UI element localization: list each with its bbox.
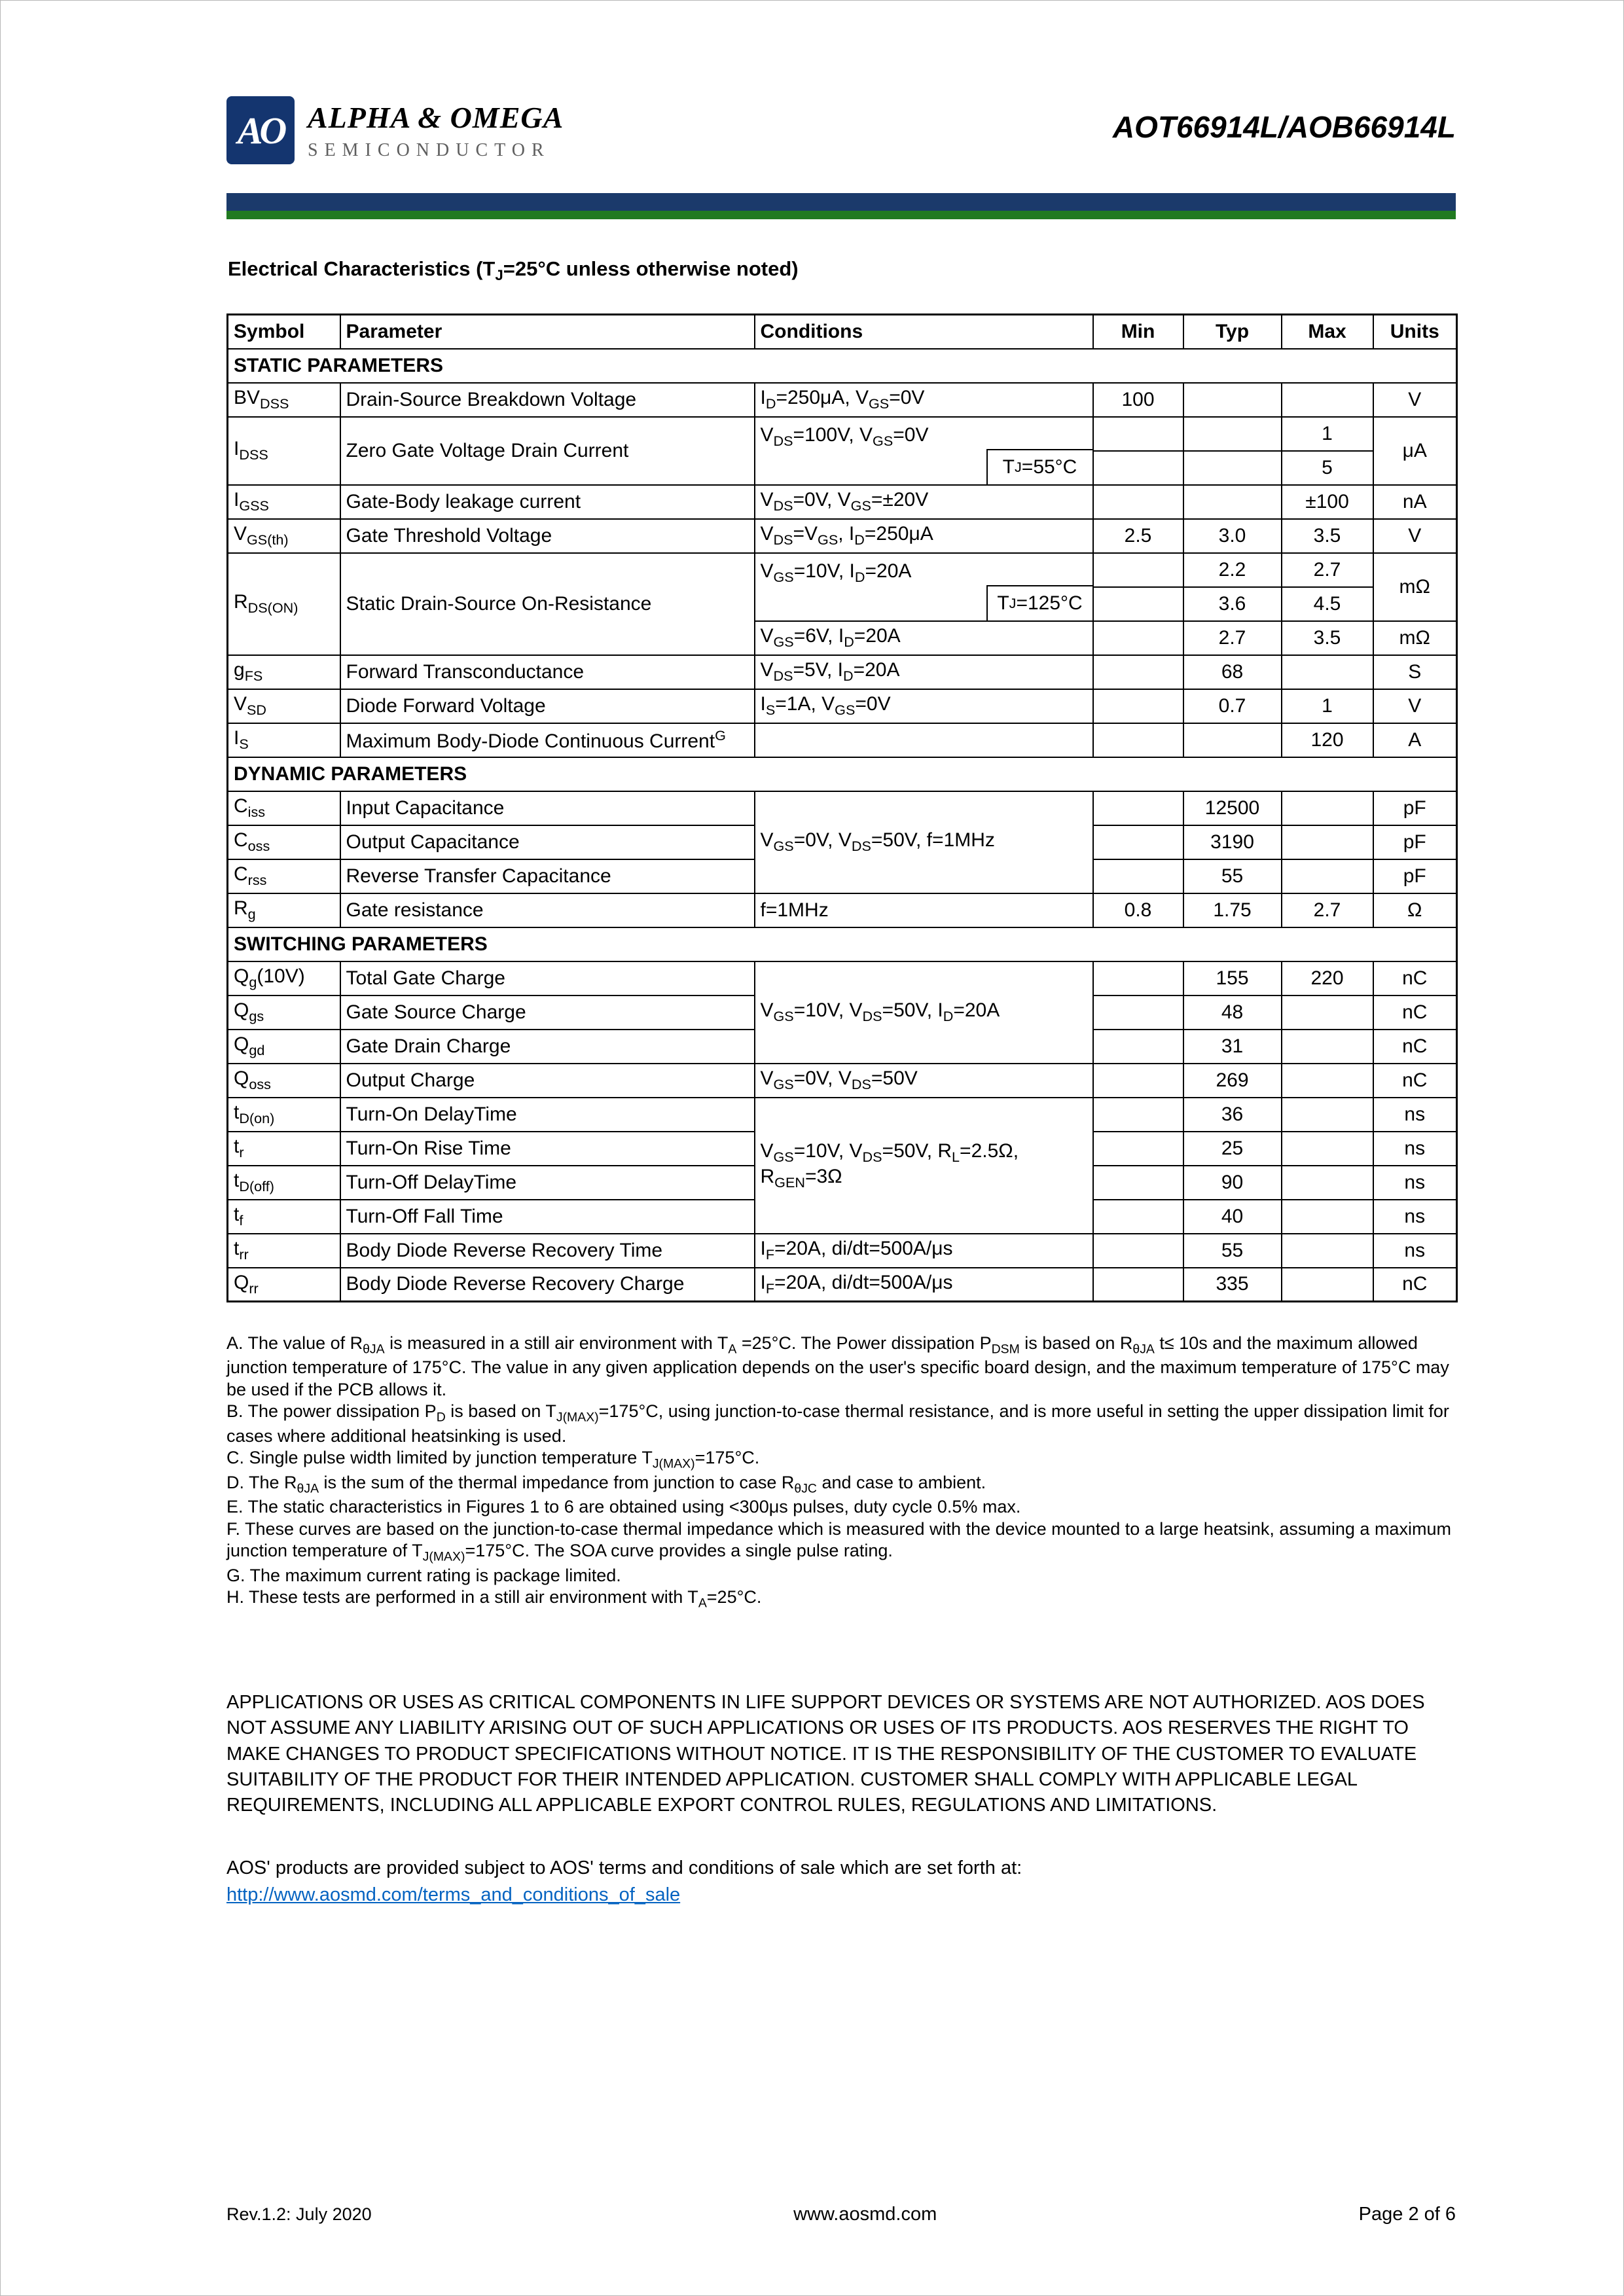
table-cell: Typ (1183, 315, 1282, 349)
table-cell: 3.0 (1183, 519, 1282, 553)
table-cell: Maximum Body-Diode Continuous Current$^G$ (340, 723, 755, 757)
table-cell (1093, 1098, 1183, 1132)
table-cell: $V_{DS}=V_{GS}$, $I_D=250\mu A$ (755, 519, 1093, 553)
table-cell (755, 417, 1093, 485)
tj-condition-box: T J =125°C (986, 585, 1092, 620)
company-name: ALPHA & OMEGA (308, 101, 564, 134)
table-cell: Diode Forward Voltage (340, 689, 755, 723)
table-cell (1282, 1234, 1373, 1268)
table-cell (1093, 791, 1183, 825)
table-cell: Gate Source Charge (340, 996, 755, 1030)
table-cell: $I_S$ (228, 723, 340, 757)
terms-section (226, 1855, 1456, 1908)
footnote: H. These tests are performed in a still air environment with $T_A=25^\circ C$. (226, 1587, 762, 1611)
part-number-title: AOT66914L/AOB66914L (1112, 110, 1456, 144)
table-cell: $C_{iss}$ (228, 791, 340, 825)
table-header-row (228, 315, 1457, 349)
footnote: C. Single pulse width limited by junction temperature $T_{J(MAX)}=175^\circ C$. (226, 1448, 760, 1471)
table-cell: 1 (1282, 417, 1373, 451)
table-cell: 220 (1282, 961, 1373, 996)
footnote: D. The $R_{\theta JA}$ is the sum of the thermal impedance from junction to case $R_{\theta JC}$ and case to ambient. (226, 1472, 986, 1496)
table-cell: Total Gate Charge (340, 961, 755, 996)
tj-condition-box: T J =55°C (986, 449, 1092, 484)
table-cell: $Q_{oss}$ (228, 1064, 340, 1098)
table-section-row (228, 757, 1457, 791)
table-cell: 0.7 (1183, 689, 1282, 723)
table-cell: nC (1373, 1268, 1457, 1302)
footnote: B. The power dissipation $P_D$ is based on $T_{J(MAX)}=175^\circ C$, using junction-to-case thermal resistance, and is more useful in setting the upper dissipation limit for cases where additional heatsinking is used. (226, 1401, 1449, 1446)
table-cell: A (1373, 723, 1457, 757)
table-cell: Turn-On DelayTime (340, 1098, 755, 1132)
table-cell (1282, 996, 1373, 1030)
lower-content (226, 1333, 1456, 1908)
table-cell: $I_F=20A$, di/dt=500A/μs (755, 1268, 1093, 1302)
table-cell: Turn-Off DelayTime (340, 1166, 755, 1200)
table-section-row (228, 349, 1457, 383)
table-cell: 90 (1183, 1166, 1282, 1200)
table-cell: $I_{GSS}$ (228, 485, 340, 519)
table-cell: Units (1373, 315, 1457, 349)
table-cell: $R_{DS(ON)}$ (228, 553, 340, 655)
table-row (228, 893, 1457, 927)
table-cell: $R_g$ (228, 893, 340, 927)
table-cell (1093, 587, 1183, 621)
table-cell (1093, 996, 1183, 1030)
table-cell (1183, 723, 1282, 757)
table-cell: nC (1373, 996, 1457, 1030)
table-cell: Input Capacitance (340, 791, 755, 825)
table-cell (1093, 1268, 1183, 1302)
table-row (228, 1064, 1457, 1098)
footnote: A. The value of $R_{\theta JA}$ is measured in a still air environment with $T_A =25^\circ C$. The Power dissipation $P_{DSM}$ is based on $R_{\theta JA}$ t≤ 10s and the maximum allowed junction temperature of 175°C. The value in any given application depends on the user's specific board design, and the maximum temperature of 175°C may be used if the PCB allows it. (226, 1333, 1449, 1399)
table-cell: $t_f$ (228, 1200, 340, 1234)
logo-text-block (308, 96, 564, 161)
table-cell (755, 723, 1093, 757)
table-cell (1093, 417, 1183, 451)
table-cell (1093, 825, 1183, 859)
table-cell: 1 (1282, 689, 1373, 723)
section-title: Electrical Characteristics ($T_J=25^\circ C$ unless otherwise noted) (228, 257, 799, 284)
table-cell: 3190 (1183, 825, 1282, 859)
footnote: E. The static characteristics in Figures 1 to 6 are obtained using <300μs pulses, duty cycle 0.5% max. (226, 1497, 1021, 1517)
table-cell (1093, 1030, 1183, 1064)
table-cell: 3.5 (1282, 519, 1373, 553)
table-cell (1093, 553, 1183, 587)
table-row (228, 553, 1457, 587)
table-cell: 31 (1183, 1030, 1282, 1064)
table-cell: nC (1373, 1030, 1457, 1064)
table-cell: 100 (1093, 383, 1183, 417)
table-cell (1093, 1064, 1183, 1098)
footnote: F. These curves are based on the junction-to-case thermal impedance which is measured with the device mounted to a large heatsink, assuming a maximum junction temperature of $T_{J(MAX)}=175^\circ C$. The SOA curve provides a single pulse rating. (226, 1518, 1451, 1564)
table-cell (1183, 485, 1282, 519)
table-cell: ns (1373, 1098, 1457, 1132)
table-cell (1093, 621, 1183, 655)
table-cell: 269 (1183, 1064, 1282, 1098)
table-cell: 48 (1183, 996, 1282, 1030)
table-row (228, 417, 1457, 451)
table-row (228, 655, 1457, 689)
header-divider-bar (226, 193, 1456, 219)
table-cell (1282, 1166, 1373, 1200)
table-cell: 0.8 (1093, 893, 1183, 927)
table-cell: 12500 (1183, 791, 1282, 825)
aos-logo-icon: AO (226, 96, 295, 164)
table-cell (1282, 1098, 1373, 1132)
table-cell: $V_{GS}=10V$, $V_{DS}=50V$, $R_L=2.5\Omega$, $R_{GEN}=3\Omega$ (755, 1098, 1093, 1234)
table-row (228, 519, 1457, 553)
table-cell (1093, 859, 1183, 893)
table-cell: $t_{rr}$ (228, 1234, 340, 1268)
table-cell: 25 (1183, 1132, 1282, 1166)
table-cell: nC (1373, 1064, 1457, 1098)
divider-green-stripe (226, 211, 1456, 219)
table-row (228, 689, 1457, 723)
table-cell: ±100 (1282, 485, 1373, 519)
table-cell (1282, 825, 1373, 859)
table-cell: $Q_g(10V)$ (228, 961, 340, 996)
table-section-row (228, 927, 1457, 961)
table-cell: V (1373, 689, 1457, 723)
table-cell (1183, 417, 1282, 451)
table-cell: Reverse Transfer Capacitance (340, 859, 755, 893)
table-cell: 2.7 (1282, 553, 1373, 587)
terms-link[interactable]: http://www.aosmd.com/terms_and_conditions_of_sale (226, 1884, 681, 1905)
table-cell (1093, 485, 1183, 519)
table-cell: μA (1373, 417, 1457, 485)
table-cell: V (1373, 519, 1457, 553)
table-cell: $t_r$ (228, 1132, 340, 1166)
table-cell: ns (1373, 1200, 1457, 1234)
table-cell: 155 (1183, 961, 1282, 996)
table-cell: nC (1373, 961, 1457, 996)
table-cell (1282, 1132, 1373, 1166)
table-cell: $t_{D(on)}$ (228, 1098, 340, 1132)
table-cell (1282, 655, 1373, 689)
table-cell: 55 (1183, 859, 1282, 893)
table-cell (1282, 859, 1373, 893)
table-cell: $V_{GS}=6V$, $I_D=20A$ (755, 621, 1093, 655)
table-cell: pF (1373, 825, 1457, 859)
table-cell: mΩ (1373, 621, 1457, 655)
table-cell (1093, 655, 1183, 689)
table-cell (1093, 451, 1183, 485)
table-row (228, 1098, 1457, 1132)
table-cell: Static Drain-Source On-Resistance (340, 553, 755, 655)
table-cell (1093, 723, 1183, 757)
table-row (228, 791, 1457, 825)
table-cell (1093, 1200, 1183, 1234)
table-cell: 4.5 (1282, 587, 1373, 621)
footer-page-number: Page 2 of 6 (1358, 2204, 1456, 2225)
table-cell: $I_F=20A$, di/dt=500A/μs (755, 1234, 1093, 1268)
table-cell: 335 (1183, 1268, 1282, 1302)
table-cell: Turn-Off Fall Time (340, 1200, 755, 1234)
table-cell: ns (1373, 1132, 1457, 1166)
table-cell: f=1MHz (755, 893, 1093, 927)
table-cell (1282, 1030, 1373, 1064)
terms-intro-text: AOS' products are provided subject to AOS' terms and conditions of sale which are set forth at: (226, 1857, 1022, 1878)
table-cell: $V_{SD}$ (228, 689, 340, 723)
footnotes-block (226, 1333, 1456, 1611)
table-cell: $V_{DS}=5V$, $I_D=20A$ (755, 655, 1093, 689)
table-cell: Gate resistance (340, 893, 755, 927)
table-cell (1093, 689, 1183, 723)
table-cell: Output Charge (340, 1064, 755, 1098)
table-cell: mΩ (1373, 553, 1457, 621)
table-cell: 2.2 (1183, 553, 1282, 587)
table-cell: Min (1093, 315, 1183, 349)
table-cell: ns (1373, 1234, 1457, 1268)
table-cell: $C_{rss}$ (228, 859, 340, 893)
table-cell: 55 (1183, 1234, 1282, 1268)
table-cell: $C_{oss}$ (228, 825, 340, 859)
table-cell: $I_S=1A$, $V_{GS}=0V$ (755, 689, 1093, 723)
table-cell: 2.7 (1282, 893, 1373, 927)
footer-website: www.aosmd.com (793, 2204, 937, 2225)
page-header (226, 96, 1456, 181)
table-cell: $I_D=250\mu A$, $V_{GS}=0V$ (755, 383, 1093, 417)
table-cell (1183, 383, 1282, 417)
table-cell: ns (1373, 1166, 1457, 1200)
table-cell: Zero Gate Voltage Drain Current (340, 417, 755, 485)
table-cell: Ω (1373, 893, 1457, 927)
table-cell (1282, 791, 1373, 825)
table-cell: Gate Threshold Voltage (340, 519, 755, 553)
table-cell: $V_{GS}=0V$, $V_{DS}=50V$ (755, 1064, 1093, 1098)
table-cell: $BV_{DSS}$ (228, 383, 340, 417)
table-cell: $V_{GS}=10V$, $V_{DS}=50V$, $I_D=20A$ (755, 961, 1093, 1064)
table-cell: $g_{FS}$ (228, 655, 340, 689)
table-cell: Output Capacitance (340, 825, 755, 859)
table-cell: $V_{GS(th)}$ (228, 519, 340, 553)
table-cell: 3.6 (1183, 587, 1282, 621)
table-cell: pF (1373, 791, 1457, 825)
table-cell: 2.7 (1183, 621, 1282, 655)
table-row (228, 485, 1457, 519)
table-cell: 5 (1282, 451, 1373, 485)
table-cell (1093, 1166, 1183, 1200)
table-cell: $Q_{gd}$ (228, 1030, 340, 1064)
table-cell: Turn-On Rise Time (340, 1132, 755, 1166)
table-cell: S (1373, 655, 1457, 689)
page-footer (226, 2204, 1456, 2225)
table-cell: Gate Drain Charge (340, 1030, 755, 1064)
table-cell: $Q_{gs}$ (228, 996, 340, 1030)
table-cell (1093, 1234, 1183, 1268)
table-cell: 120 (1282, 723, 1373, 757)
table-row (228, 383, 1457, 417)
table-cell (1093, 1132, 1183, 1166)
table-cell: $V_{DS}=0V$, $V_{GS}=\pm 20V$ (755, 485, 1093, 519)
table-cell: $Q_{rr}$ (228, 1268, 340, 1302)
table-cell: nA (1373, 485, 1457, 519)
table-cell: 2.5 (1093, 519, 1183, 553)
table-cell: 3.5 (1282, 621, 1373, 655)
table-cell (1282, 1268, 1373, 1302)
table-cell: Body Diode Reverse Recovery Charge (340, 1268, 755, 1302)
table-cell: $I_{DSS}$ (228, 417, 340, 485)
table-cell (1183, 451, 1282, 485)
table-row (228, 961, 1457, 996)
footnote: G. The maximum current rating is package limited. (226, 1565, 621, 1585)
table-cell: 36 (1183, 1098, 1282, 1132)
table-cell: Drain-Source Breakdown Voltage (340, 383, 755, 417)
electrical-characteristics-table (226, 314, 1458, 1302)
disclaimer-paragraph: APPLICATIONS OR USES AS CRITICAL COMPONENTS IN LIFE SUPPORT DEVICES OR SYSTEMS ARE NOT AUTHORIZED. AOS DOES NOT ASSUME ANY LIABILITY ARISING OUT OF SUCH APPLICATIONS OR USES OF ITS PRODUCTS. AOS RESERVES THE RIGHT TO MAKE CHANGES TO PRODUCT SPECIFICATIONS WITHOUT NOTICE. IT IS THE RESPONSIBILITY OF THE CUSTOMER TO EVALUATE SUITABILITY OF THE PRODUCT FOR THEIR INTENDED APPLICATION. CUSTOMER SHALL COMPLY WITH APPLICABLE LEGAL REQUIREMENTS, INCLUDING ALL APPLICABLE EXPORT CONTROL RULES, REGULATIONS AND LIMITATIONS. (226, 1691, 1425, 1816)
table-cell: STATIC PARAMETERS (228, 349, 1457, 383)
table-cell: pF (1373, 859, 1457, 893)
table-cell (1093, 961, 1183, 996)
table-cell: Symbol (228, 315, 340, 349)
table-cell: SWITCHING PARAMETERS (228, 927, 1457, 961)
table-cell (1282, 1200, 1373, 1234)
divider-navy-stripe (226, 193, 1456, 211)
table-cell: $t_{D(off)}$ (228, 1166, 340, 1200)
table-cell: 40 (1183, 1200, 1282, 1234)
table-cell: Gate-Body leakage current (340, 485, 755, 519)
table-cell (755, 553, 1093, 621)
table-cell: Body Diode Reverse Recovery Time (340, 1234, 755, 1268)
table-cell: V (1373, 383, 1457, 417)
table-row (228, 1234, 1457, 1268)
table-cell: Parameter (340, 315, 755, 349)
table-cell: Max (1282, 315, 1373, 349)
table-cell (1282, 1064, 1373, 1098)
table-row (228, 723, 1457, 757)
table-cell: $V_{GS}=0V$, $V_{DS}=50V$, f=1MHz (755, 791, 1093, 893)
table-cell: DYNAMIC PARAMETERS (228, 757, 1457, 791)
table-cell: Forward Transconductance (340, 655, 755, 689)
condition-text: $V_{DS}=100V$, $V_{GS}=0V$ (760, 423, 929, 449)
table-cell: Conditions (755, 315, 1093, 349)
company-subtitle: SEMICONDUCTOR (308, 140, 550, 160)
table-row (228, 1268, 1457, 1302)
table-cell: 68 (1183, 655, 1282, 689)
footer-revision: Rev.1.2: July 2020 (226, 2204, 372, 2224)
table-cell: 1.75 (1183, 893, 1282, 927)
table-cell (1282, 383, 1373, 417)
condition-text: $V_{GS}=10V$, $I_D=20A$ (760, 560, 912, 585)
